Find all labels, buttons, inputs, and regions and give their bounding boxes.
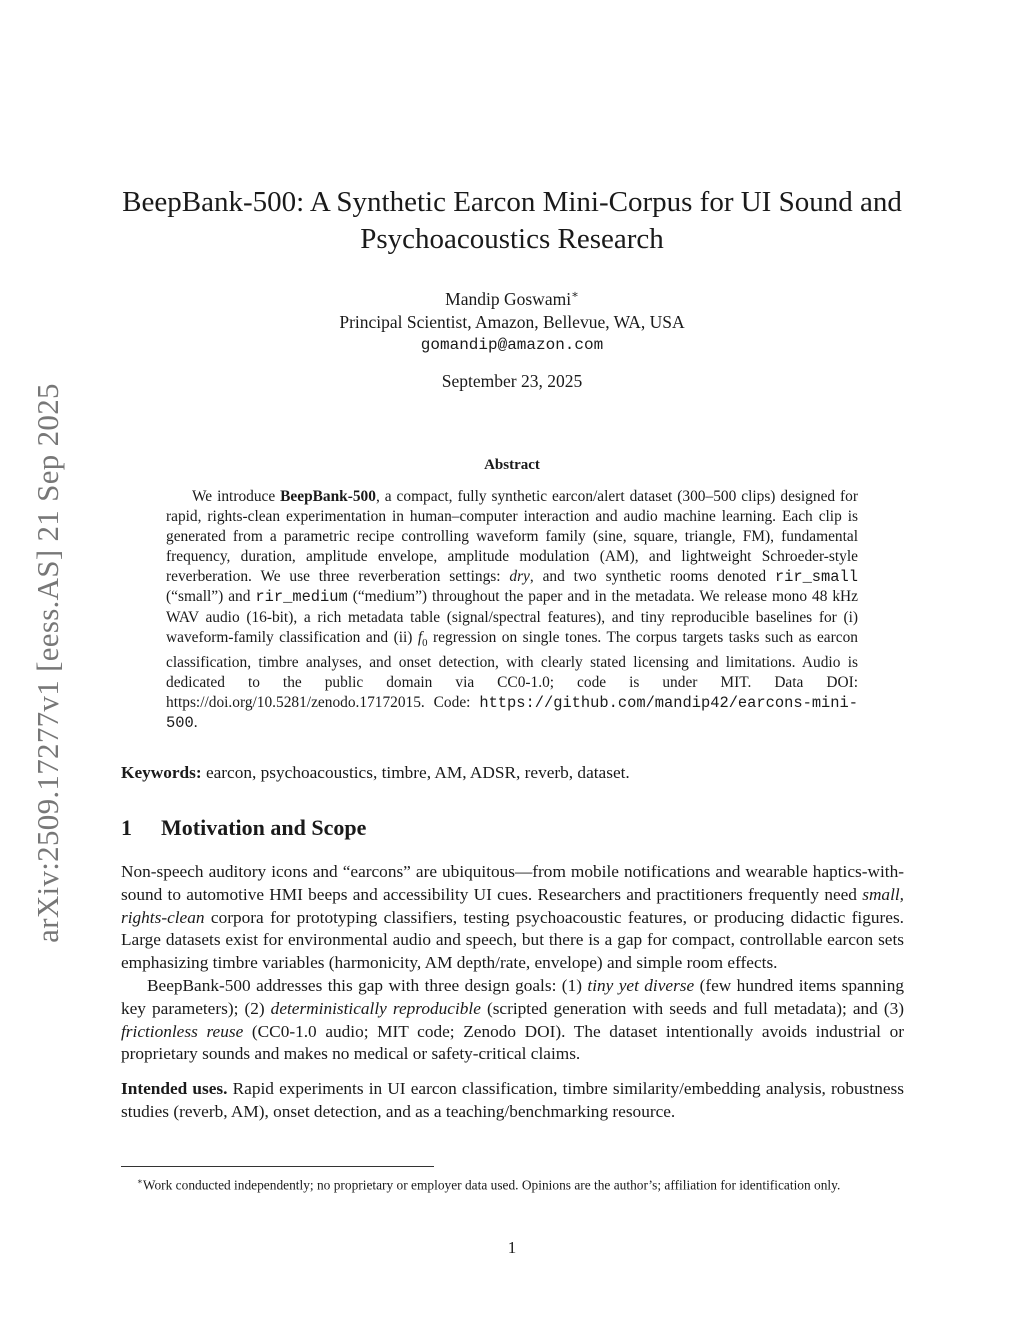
keywords (121, 763, 904, 783)
paper-date: September 23, 2025 (441, 371, 583, 391)
section-title: Motivation and Scope (161, 815, 367, 840)
text-segment: Non-speech auditory icons and “earcons” are ubiquitous—from mobile notifications and wearable haptics-with-sound to automotive HMI beeps and accessibility UI cues. Researchers and practitioners frequently need (121, 862, 904, 904)
section-body (121, 861, 904, 1124)
text-segment: , a compact, fully synthetic earcon/alert dataset (300–500 clips) designed for rapid, rights-clean experimentation in human–computer interaction and audio machine learning. Each clip is generated from a parametric recipe controlling waveform family (sine, square, triangle, FM), fundamental frequency, duration, amplitude envelope, amplitude modulation (AM), and lightweight Schroeder-style reverberation. We use three reverberation settings: (166, 488, 858, 586)
author-email[interactable]: gomandip@amazon.com (420, 335, 604, 354)
code-text: rir_medium (255, 588, 348, 607)
paper-title (100, 184, 924, 258)
section-heading (121, 815, 366, 841)
text-segment: tiny yet diverse (587, 975, 695, 995)
text-segment: Rapid experiments in UI earcon classification, timbre similarity/embedding analysis, robustness studies (reverb, AM), onset detection, and as a teaching/benchmarking resource. (121, 1079, 904, 1121)
author-block (100, 284, 924, 357)
text-segment: (scripted generation with seeds and full metadata); and (3) (480, 998, 905, 1018)
text-segment: (CC0-1.0 audio; MIT code; Zenodo DOI). The dataset intentionally avoids industrial or proprietary sounds and makes no medical or safety-critical claims. (121, 1021, 905, 1064)
code-text: https://github.com/mandip42/earcons-mini-500 (166, 694, 858, 733)
author-name (100, 284, 924, 311)
text-segment: , and two synthetic rooms denoted (529, 568, 775, 586)
text-segment: (few hundred items spanning key parameters); (2) (121, 975, 904, 1018)
text-segment: deterministically reproducible (270, 998, 481, 1018)
footnote-rule (121, 1166, 434, 1167)
text-segment: We introduce (192, 488, 281, 505)
text-segment: (“medium”) throughout the paper and in the metadata. We release mono 48 kHz WAV audio (16-bit), a rich metadata table (signal/spectral features), and tiny reproducible baselines for (i) waveform-family classification and (ii) (166, 588, 858, 646)
text-segment: 0 (422, 636, 428, 649)
text-segment: small, rights-clean (121, 884, 904, 927)
title-line-1: BeepBank-500: A Synthetic Earcon Mini-Corpus for UI Sound and (122, 186, 902, 218)
footnote-mark: ∗ (571, 289, 579, 301)
text-segment: f (417, 628, 423, 646)
text-segment: frictionless reuse (121, 1021, 244, 1041)
section-number: 1 (121, 815, 132, 840)
abstract-heading: Abstract (484, 457, 540, 473)
author-name-text: Mandip Goswami (445, 288, 572, 309)
text-segment: ∗ (137, 1176, 143, 1186)
author-affiliation: Principal Scientist, Amazon, Bellevue, WA, USA (339, 311, 685, 332)
text-segment: (“small”) and (166, 588, 256, 606)
code-text: rir_small (774, 568, 858, 587)
text-segment: . (193, 714, 198, 732)
page-number: 1 (507, 1238, 517, 1257)
text-segment: Work conducted independently; no proprietary or employer data used. Opinions are the author’s; affiliation for identification only. (142, 1177, 841, 1193)
paragraph-design-goals (121, 975, 904, 1066)
keywords-list: earcon, psychoacoustics, timbre, AM, ADSR, reverb, dataset. (201, 763, 630, 782)
text-segment: dry (509, 568, 530, 586)
keywords-label: Keywords: (121, 763, 202, 782)
paragraph-motivation (121, 861, 904, 975)
footnote (121, 1172, 904, 1194)
arxiv-identifier-stamp: arXiv:2509.17277v1 [eess.AS] 21 Sep 2025 (30, 383, 65, 943)
text-segment: regression on single tones. The corpus targets tasks such as earcon classification, timbre analyses, and onset detection, with clearly stated licensing and limitations. Audio is dedicated to the public domain via CC0-1.0; code is under MIT. Data DOI: https://doi.org/10.5281/zenodo.17172015. Code: (166, 628, 858, 712)
text-segment: BeepBank-500 addresses this gap with three design goals: (1) (147, 975, 588, 995)
abstract-text (166, 487, 858, 733)
text-segment: corpora for prototyping classifiers, testing psychoacoustic features, or producing didactic figures. Large datasets exist for environmental audio and speech, but there is a gap for compact, controllable earcon sets emphasizing timbre variables (harmonicity, AM depth/rate, envelope) and simple room effects. (121, 907, 904, 973)
text-segment: BeepBank-500 (280, 488, 376, 505)
text-segment: Intended uses. (121, 1079, 228, 1099)
title-line-2: Psychoacoustics Research (360, 223, 664, 255)
paragraph-intended-uses (121, 1078, 904, 1124)
